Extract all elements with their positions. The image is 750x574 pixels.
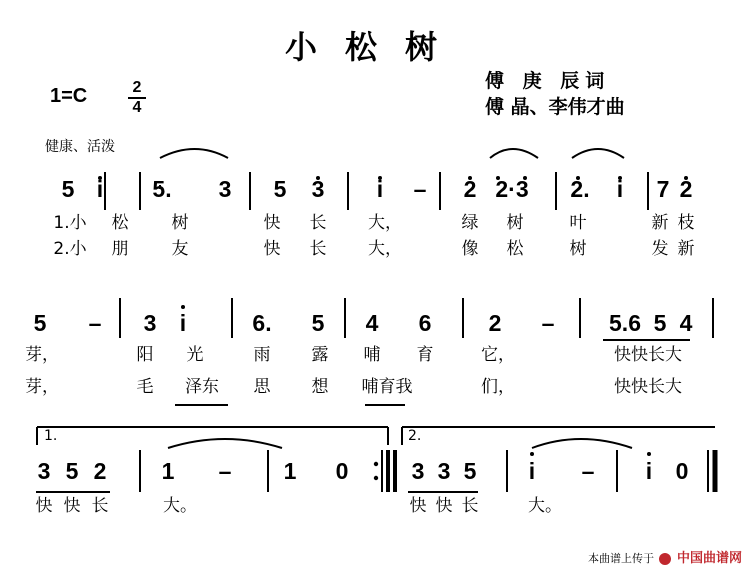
lyric: 大， <box>368 239 402 259</box>
lyric: 发 <box>651 239 669 259</box>
lyric: 像 <box>461 239 479 259</box>
composer-credit: 傅 晶、李伟才曲 <box>485 96 625 118</box>
lyric: 芽， <box>25 345 59 365</box>
note: 2 <box>488 310 502 336</box>
lyric: 友 <box>171 239 189 259</box>
note: 5 <box>311 310 325 336</box>
lyric: 新 <box>677 239 695 259</box>
lyric: 快 <box>435 496 453 516</box>
time-sig-top: 2 <box>132 79 142 96</box>
lyric: 长 <box>91 496 109 516</box>
note: 5 <box>33 310 47 336</box>
note: 4 <box>679 310 693 336</box>
note: 5 <box>273 176 287 202</box>
note: 2·3 <box>495 176 529 202</box>
lyric: 想 <box>311 377 329 397</box>
time-sig-bottom: 4 <box>132 99 142 116</box>
lyric: 树 <box>171 213 189 233</box>
lyric: 快快长大 <box>614 377 682 397</box>
note: 7 <box>656 176 670 202</box>
lyric: 快快长大 <box>614 345 682 365</box>
note: 3 <box>411 458 425 484</box>
note: 1 <box>161 458 175 484</box>
lyric: 快 <box>409 496 427 516</box>
lyric: 快 <box>263 239 281 259</box>
note: – <box>541 310 555 336</box>
lyric: 树 <box>506 213 524 233</box>
lyric: 快 <box>35 496 53 516</box>
note: 0 <box>335 458 349 484</box>
lyric: 大。 <box>163 496 197 516</box>
lyric: 长 <box>309 239 327 259</box>
lyric: 育 <box>416 345 434 365</box>
globe-icon <box>659 553 671 565</box>
lyric: 松 <box>111 213 129 233</box>
note: i <box>96 176 104 202</box>
song-title: 小松树 <box>284 28 465 66</box>
note: 1 <box>283 458 297 484</box>
lyric: 绿 <box>461 213 479 233</box>
lyric: 新 <box>651 213 669 233</box>
note: 6. <box>252 310 272 336</box>
footer-attribution <box>588 547 742 566</box>
tempo-marking: 健康、活泼 <box>45 139 115 155</box>
lyric: 1.小 <box>53 213 87 233</box>
note: i <box>179 310 187 336</box>
volta-first: 1. <box>44 428 58 444</box>
note: 4 <box>365 310 379 336</box>
lyricist-credit: 傅 庚 辰词 <box>485 70 611 92</box>
note: 3 <box>437 458 451 484</box>
footer-brand: 中国曲谱网 <box>676 551 742 566</box>
note: i <box>376 176 384 202</box>
note: – <box>88 310 102 336</box>
lyric: 快 <box>63 496 81 516</box>
note: 2 <box>463 176 477 202</box>
lyric: 雨 <box>253 345 271 365</box>
note: 3 <box>311 176 325 202</box>
note: i <box>645 458 653 484</box>
note: – <box>581 458 595 484</box>
lyric: 思 <box>253 377 271 397</box>
lyric: 哺育我 <box>361 377 413 397</box>
lyric: 长 <box>461 496 479 516</box>
note: 6 <box>418 310 432 336</box>
lyric: 叶 <box>569 213 587 233</box>
lyric: 阳 <box>136 345 154 365</box>
note: 3 <box>143 310 157 336</box>
note: 0 <box>675 458 689 484</box>
note: i <box>528 458 536 484</box>
note: i <box>616 176 624 202</box>
note: – <box>413 176 427 202</box>
lyric: 露 <box>311 345 329 365</box>
note: 2 <box>93 458 107 484</box>
footer-text: 本曲谱上传于 <box>587 552 654 565</box>
lyric: 芽， <box>25 377 59 397</box>
lyric: 泽东 <box>185 377 219 397</box>
note: 2 <box>679 176 693 202</box>
lyric: 松 <box>506 239 524 259</box>
lyric: 朋 <box>111 239 129 259</box>
lyric: 快 <box>263 213 281 233</box>
note: 3 <box>37 458 51 484</box>
lyric: 毛 <box>136 377 154 397</box>
lyric: 长 <box>309 213 327 233</box>
volta-second: 2. <box>408 428 422 444</box>
note: 5 <box>61 176 75 202</box>
lyric: 2.小 <box>53 239 87 259</box>
lyric: 它， <box>481 345 515 365</box>
lyric: 树 <box>569 239 587 259</box>
note: 5 <box>463 458 477 484</box>
note: 5.6 <box>609 310 641 336</box>
note: 3 <box>218 176 232 202</box>
note: 5 <box>65 458 79 484</box>
note: – <box>218 458 232 484</box>
lyric: 枝 <box>677 213 695 233</box>
note: 5 <box>653 310 667 336</box>
lyric: 大。 <box>528 496 562 516</box>
lyric: 光 <box>186 345 204 365</box>
note: 2. <box>570 176 590 202</box>
lyric: 大， <box>368 213 402 233</box>
lyric: 哺 <box>363 345 381 365</box>
key-signature: 1=C <box>50 85 88 107</box>
note: 5. <box>152 176 172 202</box>
lyric: 们， <box>481 377 515 397</box>
